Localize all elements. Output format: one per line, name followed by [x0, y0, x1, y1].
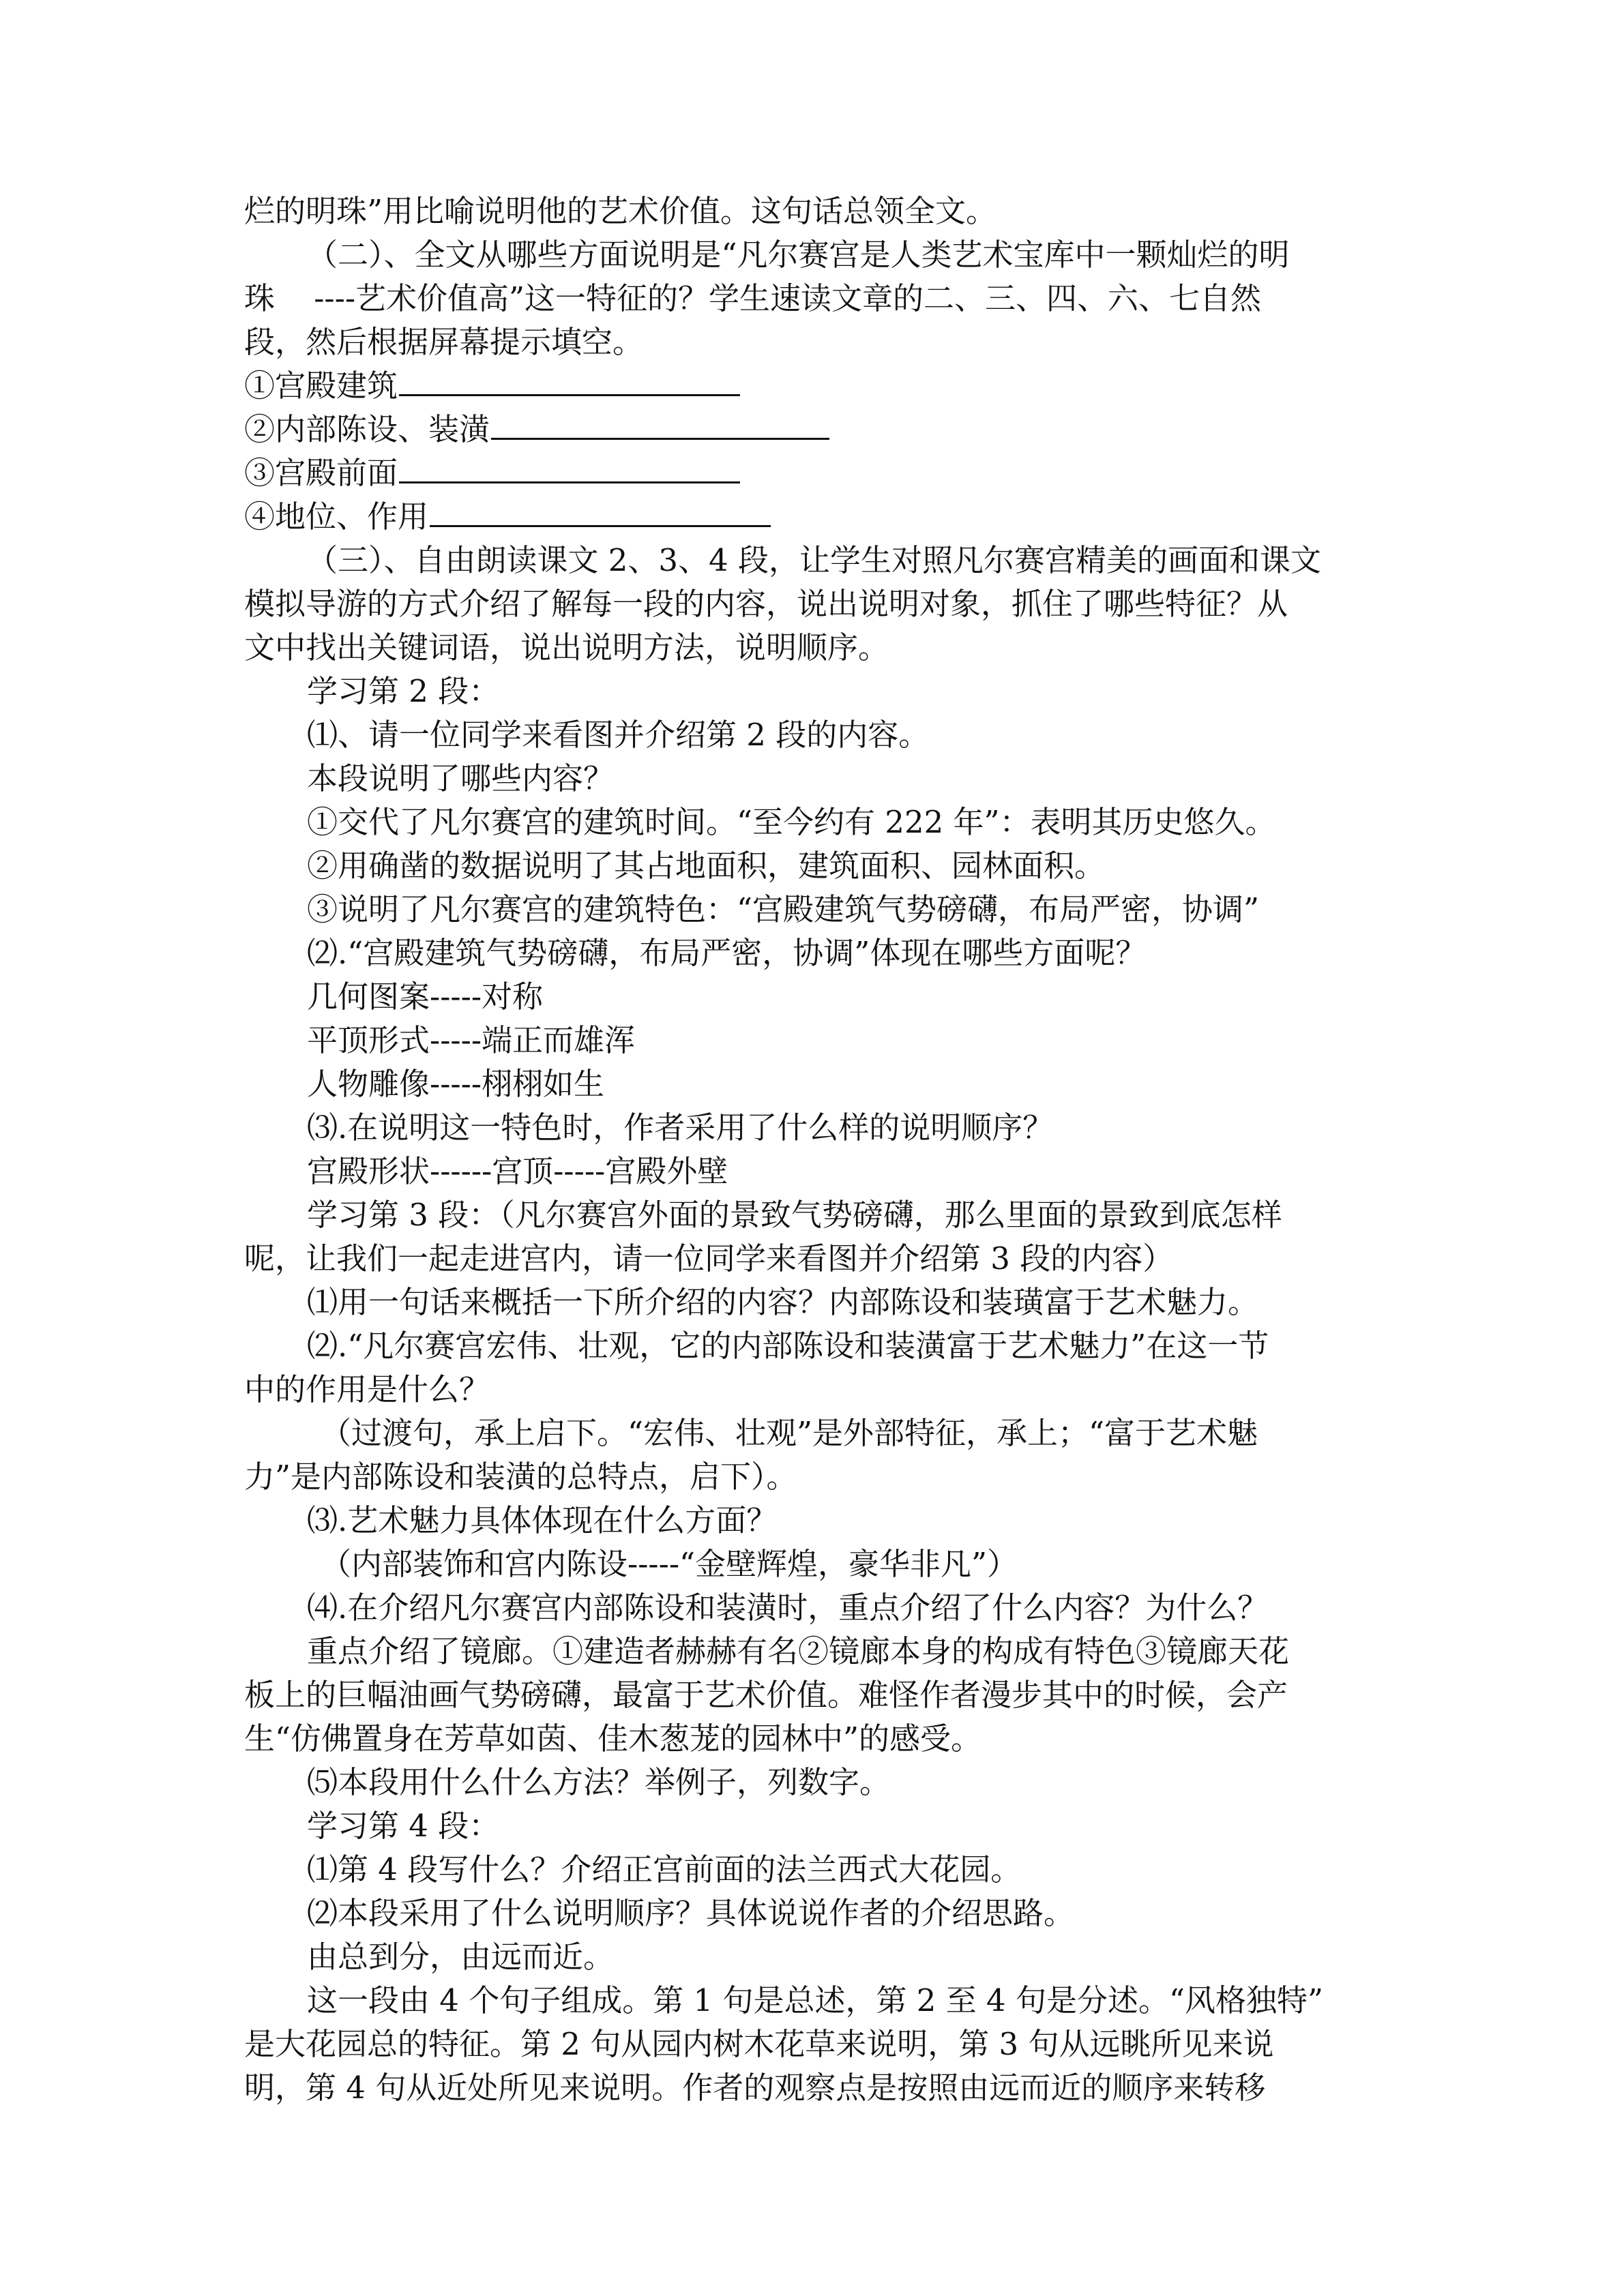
- text-line-25: 呢，让我们一起走进宫内，请一位同学来看图并介绍第 3 段的内容）: [244, 1240, 1174, 1277]
- text-line-41: 由总到分，由远而近。: [307, 1939, 615, 1975]
- text-line-3: 珠 ----艺术价值高”这一特征的？学生速读文章的二、三、四、六、七自然: [244, 280, 1262, 316]
- text-line-18: ⑵.“宫殿建筑气势磅礴，布局严密，协调”体现在哪些方面呢？: [307, 935, 1147, 971]
- text-line-20: 平顶形式-----端正而雄浑: [307, 1022, 636, 1058]
- text-line-40: ⑵本段采用了什么说明顺序？具体说说作者的介绍思路。: [307, 1895, 1075, 1931]
- text-line-9: （三）、自由朗读课文 2、3、4 段，让学生对照凡尔赛宫精美的画面和课文: [307, 542, 1322, 578]
- fill-blank-label-4: ④地位、作用: [244, 498, 429, 535]
- fill-blank-item-4: [244, 495, 1390, 539]
- text-line-23: 宫殿形状------宫顶-----宫殿外壁: [307, 1153, 728, 1189]
- text-line-42: 这一段由 4 个句子组成。第 1 句是总述，第 2 至 4 句是分述。“风格独特”: [307, 1982, 1323, 2018]
- text-line-37: ⑸本段用什么什么方法？举例子，列数字。: [307, 1764, 891, 1800]
- fill-blank-item-1: [244, 364, 1390, 408]
- text-line-43: 是大花园总的特征。第 2 句从园内树木花草来说明，第 3 句从远眺所见来说: [244, 2026, 1274, 2062]
- text-line-16: ②用确凿的数据说明了其占地面积，建筑面积、园林面积。: [307, 848, 1106, 884]
- text-line-10: 模拟导游的方式介绍了解每一段的内容，说出说明对象，抓住了哪些特征？从: [244, 586, 1288, 622]
- fill-blank-label-3: ③宫殿前面: [244, 455, 398, 491]
- text-line-38: 学习第 4 段：: [307, 1808, 500, 1844]
- fill-blank-label-2: ②内部陈设、装潢: [244, 411, 490, 447]
- text-line-29: （过渡句，承上启下。“宏伟、壮观”是外部特征，承上；“富于艺术魅: [321, 1415, 1258, 1451]
- text-line-30: 力”是内部陈设和装潢的总特点，启下）。: [244, 1459, 797, 1495]
- document-page: [244, 190, 1390, 2110]
- text-line-17: ③说明了凡尔赛宫的建筑特色：“宫殿建筑气势磅礴，布局严密，协调”: [307, 891, 1260, 927]
- text-line-44: 明，第 4 句从近处所见来说明。作者的观察点是按照由远而近的顺序来转移: [244, 2070, 1266, 2106]
- text-line-1: 烂的明珠”用比喻说明他的艺术价值。这句话总领全文。: [244, 193, 997, 229]
- text-line-33: ⑷.在介绍凡尔赛宫内部陈设和装潢时，重点介绍了什么内容？为什么？: [307, 1590, 1269, 1626]
- fill-blank-underline-4: [430, 495, 771, 527]
- fill-blank-underline-2: [491, 408, 829, 440]
- text-line-26: ⑴用一句话来概括一下所介绍的内容？内部陈设和装璜富于艺术魅力。: [307, 1284, 1259, 1320]
- text-line-11: 文中找出关键词语，说出说明方法，说明顺序。: [244, 629, 889, 666]
- text-line-12: 学习第 2 段：: [307, 673, 500, 709]
- text-line-24: 学习第 3 段：（凡尔赛宫外面的景致气势磅礴，那么里面的景致到底怎样: [307, 1197, 1282, 1233]
- text-line-4: 段，然后根据屏幕提示填空。: [244, 324, 644, 360]
- fill-blank-underline-3: [399, 451, 740, 483]
- fill-blank-item-3: [244, 451, 1390, 495]
- text-line-36: 生“仿佛置身在芳草如茵、佳木葱茏的园林中”的感受。: [244, 1720, 982, 1757]
- text-line-15: ①交代了凡尔赛宫的建筑时间。“至今约有 222 年”：表明其历史悠久。: [307, 804, 1276, 840]
- fill-blank-label-1: ①宫殿建筑: [244, 368, 398, 404]
- fill-blank-item-2: [244, 408, 1390, 451]
- text-line-35: 板上的巨幅油画气势磅礴，最富于艺术价值。难怪作者漫步其中的时候，会产: [244, 1677, 1288, 1713]
- text-line-28: 中的作用是什么？: [244, 1371, 490, 1407]
- text-line-27: ⑵.“凡尔赛宫宏伟、壮观，它的内部陈设和装潢富于艺术魅力”在这一节: [307, 1328, 1269, 1364]
- text-line-19: 几何图案-----对称: [307, 979, 544, 1015]
- fill-blank-underline-1: [399, 364, 740, 396]
- text-line-39: ⑴第 4 段写什么？介绍正宫前面的法兰西式大花园。: [307, 1851, 1022, 1888]
- text-line-14: 本段说明了哪些内容？: [307, 760, 615, 796]
- text-line-21: 人物雕像-----栩栩如生: [307, 1066, 605, 1102]
- text-line-32: （内部装饰和宫内陈设-----“金壁辉煌，豪华非凡”）: [321, 1546, 1018, 1582]
- text-line-31: ⑶.艺术魅力具体体现在什么方面？: [307, 1502, 778, 1538]
- text-line-22: ⑶.在说明这一特色时，作者采用了什么样的说明顺序？: [307, 1109, 1054, 1146]
- text-line-2: （二）、全文从哪些方面说明是“凡尔赛宫是人类艺术宝库中一颗灿烂的明: [307, 237, 1290, 273]
- text-line-34: 重点介绍了镜廊。①建造者赫赫有名②镜廊本身的构成有特色③镜廊天花: [307, 1633, 1290, 1669]
- text-line-13: ⑴、请一位同学来看图并介绍第 2 段的内容。: [307, 717, 930, 753]
